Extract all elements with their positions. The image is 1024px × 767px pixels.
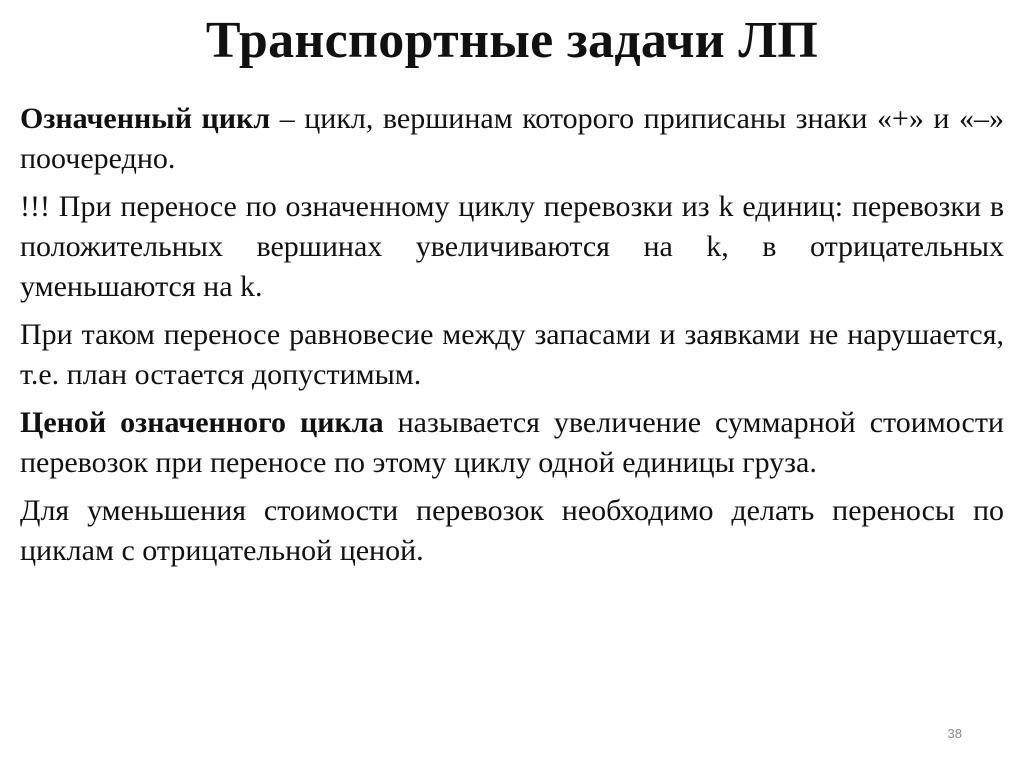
slide-title: Транспортные задачи ЛП bbox=[205, 12, 819, 69]
paragraph-text: При таком переносе равновесие между запасами и заявками не нарушается, т.е. план остается допустимым. bbox=[20, 318, 1004, 391]
paragraph-balance-note bbox=[20, 315, 1004, 395]
term-cycle-price: Ценой означенного цикла bbox=[20, 406, 384, 439]
paragraph-cost-reduction bbox=[20, 491, 1004, 571]
term-signed-cycle: Означенный цикл bbox=[20, 102, 271, 135]
paragraph-text: – цикл, вершинам которого приписаны знаки «+» и «–» поочередно. bbox=[20, 102, 1004, 175]
paragraph-cycle-price-definition bbox=[20, 403, 1004, 483]
paragraph-text: !!! При переносе по означенному циклу перевозки из k единиц: перевозки в положительных вершинах увеличиваются на k, в отрицательных уменьшаются на k. bbox=[20, 190, 1004, 303]
slide-content bbox=[20, 99, 1004, 579]
page-number: 38 bbox=[947, 726, 962, 741]
paragraph-text: Для уменьшения стоимости перевозок необходимо делать переносы по циклам с отрицательной ценой. bbox=[20, 494, 1004, 567]
paragraph-shift-rule bbox=[20, 187, 1004, 307]
paragraph-signed-cycle-definition bbox=[20, 99, 1004, 179]
paragraph-text: называется увеличение суммарной стоимости перевозок при переносе по этому циклу одной единицы груза. bbox=[20, 406, 1004, 479]
